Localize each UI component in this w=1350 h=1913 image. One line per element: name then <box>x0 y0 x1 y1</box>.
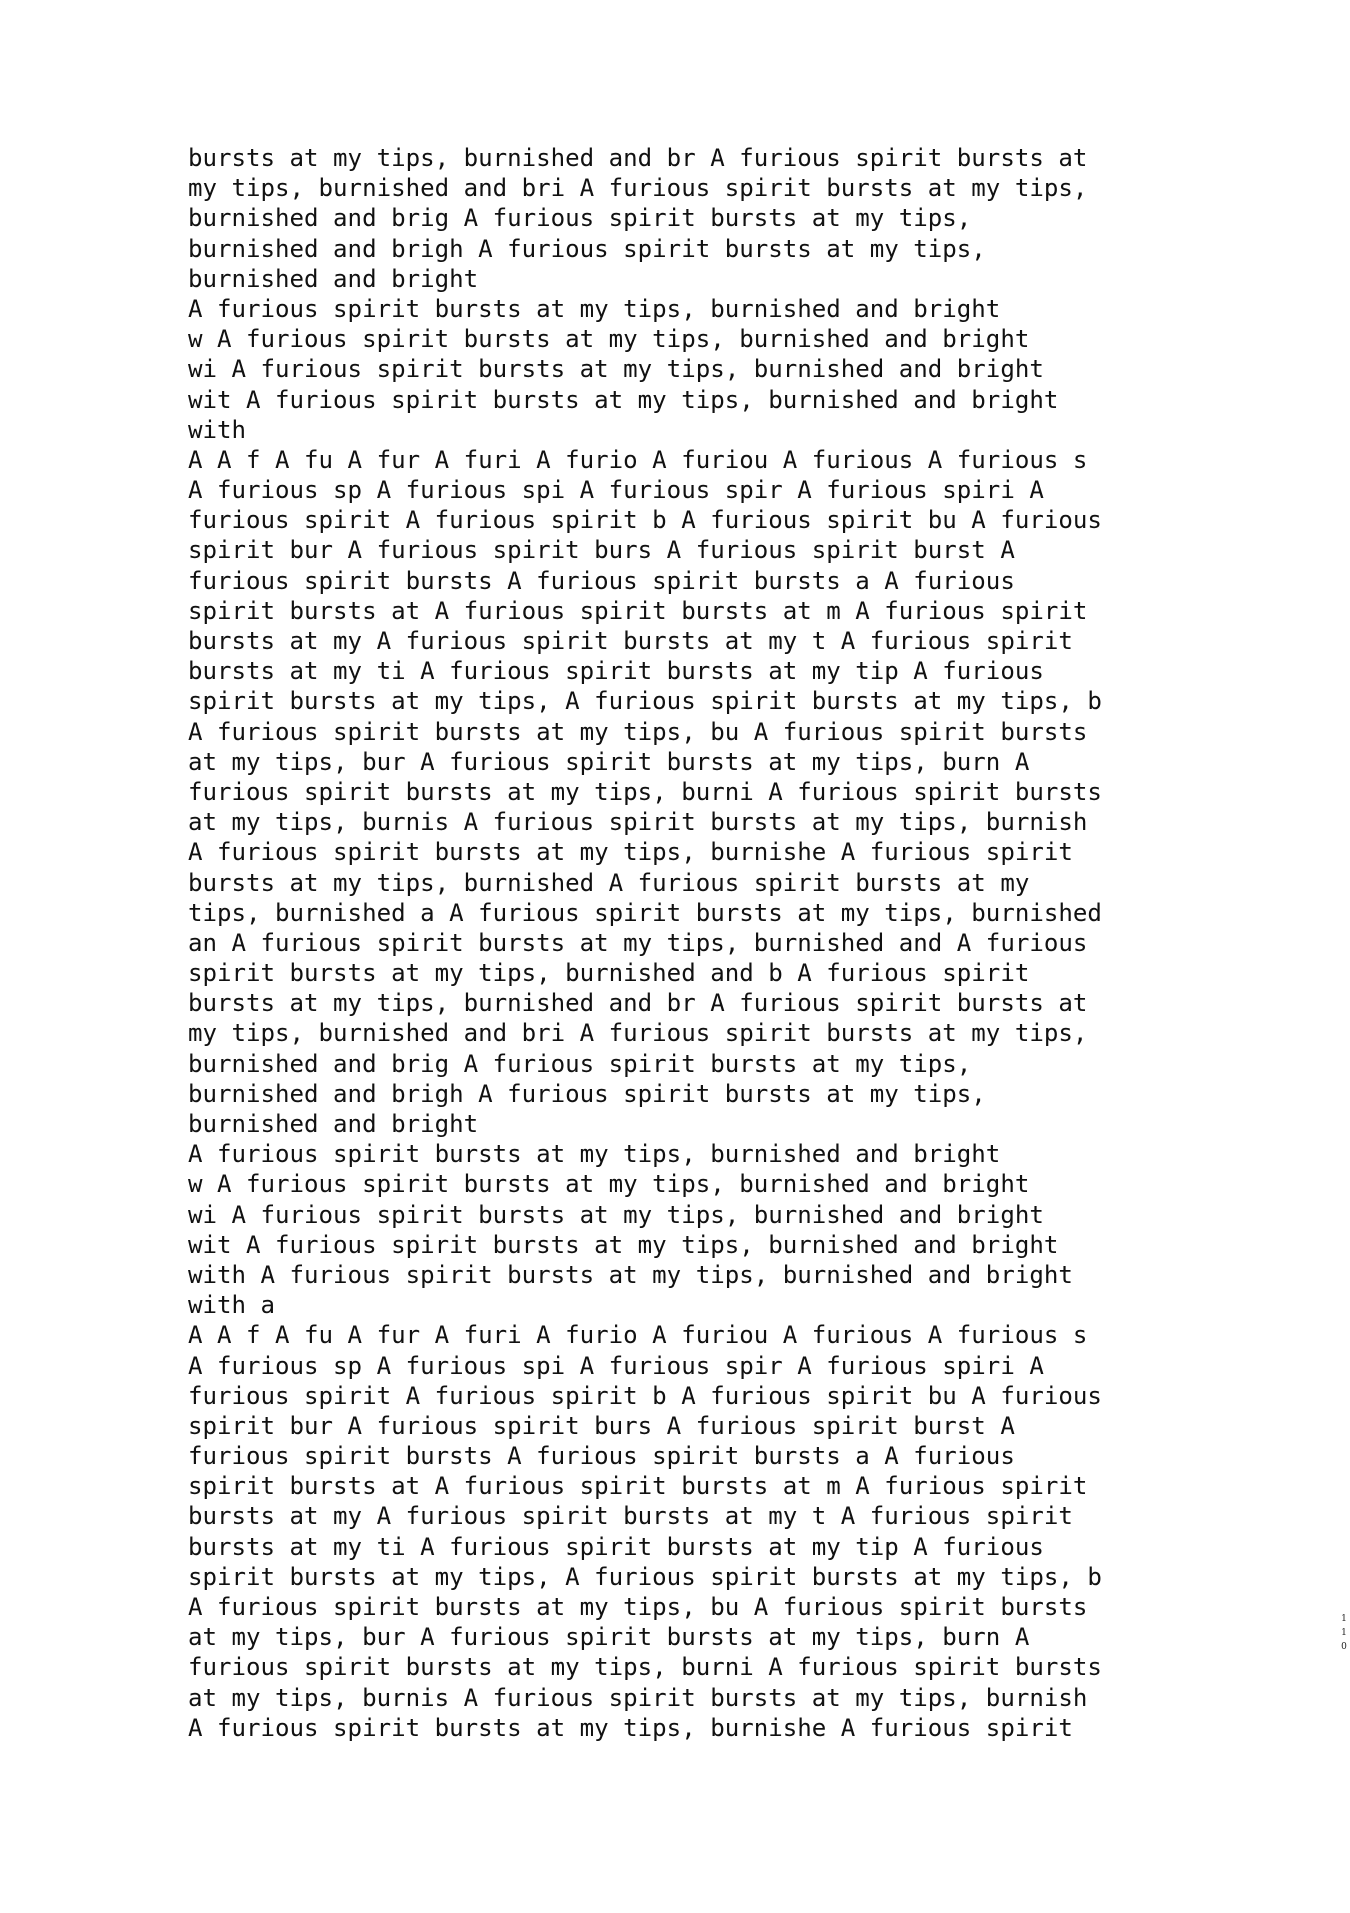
text-line: bursts at my tips, burnished and br A furious spirit bursts at <box>188 144 1088 172</box>
text-line: furious spirit bursts A furious spirit bursts a A furious <box>188 1442 1015 1471</box>
text-line: with a <box>188 1291 276 1320</box>
text-line: with A furious spirit bursts at my tips, burnished and bright <box>188 1260 1073 1289</box>
text-line: w A furious spirit bursts at my tips, burnished and bright <box>188 325 1030 354</box>
text-line: w A furious spirit bursts at my tips, burnished and bright <box>188 1170 1030 1199</box>
text-line: at my tips, burnis A furious spirit bursts at my tips, burnish <box>188 1683 1088 1712</box>
text-line: spirit bursts at my tips, burnished and b A furious spirit <box>188 959 1030 988</box>
text-line: wit A furious spirit bursts at my tips, burnished and bright <box>188 385 1059 414</box>
text-line: my tips, burnished and bri A furious spirit bursts at my tips, <box>188 1019 1088 1048</box>
text-line: A furious spirit bursts at my tips, burnished and bright <box>188 294 1001 323</box>
page-number: 1 1 0 <box>1341 1614 1347 1652</box>
text-line: A furious spirit bursts at my tips, bu A furious spirit bursts <box>188 1593 1088 1621</box>
text-line: wi A furious spirit bursts at my tips, burnished and bright <box>188 1200 1044 1229</box>
text-line: spirit bursts at A furious spirit bursts at m A furious spirit <box>188 596 1088 625</box>
text-line: burnished and bright <box>188 1110 479 1138</box>
text-line: furious spirit bursts at my tips, burni A furious spirit bursts <box>188 1653 1102 1682</box>
text-line: bursts at my ti A furious spirit bursts at my tip A furious <box>188 657 1044 686</box>
text-line: spirit bur A furious spirit burs A furious spirit burst A <box>188 536 1015 565</box>
text-line: at my tips, bur A furious spirit bursts at my tips, burn A <box>188 1623 1030 1652</box>
text-line: an A furious spirit bursts at my tips, burnished and A furious <box>188 928 1088 957</box>
text-line: burnished and brigh A furious spirit bursts at my tips, <box>188 234 986 263</box>
text-line: A furious spirit bursts at my tips, bu A furious spirit bursts <box>188 717 1088 746</box>
text-line: at my tips, bur A furious spirit bursts at my tips, burn A <box>188 747 1030 776</box>
text-line: furious spirit bursts at my tips, burni A furious spirit bursts <box>188 777 1102 806</box>
text-line: bursts at my tips, burnished and br A furious spirit bursts at <box>188 989 1088 1018</box>
text-line: burnished and brig A furious spirit bursts at my tips, <box>188 204 972 233</box>
text-line: bursts at my ti A furious spirit bursts at my tip A furious <box>188 1532 1044 1561</box>
text-line: my tips, burnished and bri A furious spirit bursts at my tips, <box>188 174 1088 203</box>
text-line: at my tips, burnis A furious spirit bursts at my tips, burnish <box>188 808 1088 837</box>
text-line: spirit bursts at my tips, A furious spirit bursts at my tips, b <box>188 1562 1102 1591</box>
text-line: A furious spirit bursts at my tips, burnishe A furious spirit <box>188 1713 1073 1742</box>
text-line: A furious spirit bursts at my tips, burnishe A furious spirit <box>188 838 1073 867</box>
text-line: furious spirit bursts A furious spirit bursts a A furious <box>188 566 1015 595</box>
text-line: furious spirit A furious spirit b A furious spirit bu A furious <box>188 1381 1102 1410</box>
text-line: A furious sp A furious spi A furious spir A furious spiri A <box>188 476 1044 505</box>
text-line: burnished and brigh A furious spirit bursts at my tips, <box>188 1079 986 1108</box>
text-line: A furious spirit bursts at my tips, burnished and bright <box>188 1140 1001 1169</box>
text-line: burnished and brig A furious spirit bursts at my tips, <box>188 1049 972 1078</box>
text-line: spirit bursts at A furious spirit bursts at m A furious spirit <box>188 1472 1088 1501</box>
text-line: bursts at my A furious spirit bursts at my t A furious spirit <box>188 1502 1073 1531</box>
body-text <box>188 143 1188 1743</box>
text-line: wi A furious spirit bursts at my tips, burnished and bright <box>188 355 1044 384</box>
text-line: burnished and bright <box>188 264 479 293</box>
text-line: with <box>188 415 247 444</box>
text-line: bursts at my tips, burnished A furious spirit bursts at my <box>188 868 1030 897</box>
text-line: spirit bur A furious spirit burs A furious spirit burst A <box>188 1411 1015 1440</box>
text-line: bursts at my A furious spirit bursts at my t A furious spirit <box>188 627 1073 655</box>
text-line: tips, burnished a A furious spirit bursts at my tips, burnished <box>188 898 1102 927</box>
text-line: furious spirit A furious spirit b A furious spirit bu A furious <box>188 506 1102 535</box>
text-line: A furious sp A furious spi A furious spir A furious spiri A <box>188 1351 1044 1380</box>
text-line: A A f A fu A fur A furi A furio A furiou A furious A furious s <box>188 1321 1088 1350</box>
text-line: spirit bursts at my tips, A furious spirit bursts at my tips, b <box>188 687 1102 716</box>
text-line: wit A furious spirit bursts at my tips, burnished and bright <box>188 1230 1059 1259</box>
text-line: A A f A fu A fur A furi A furio A furiou A furious A furious s <box>188 445 1088 474</box>
